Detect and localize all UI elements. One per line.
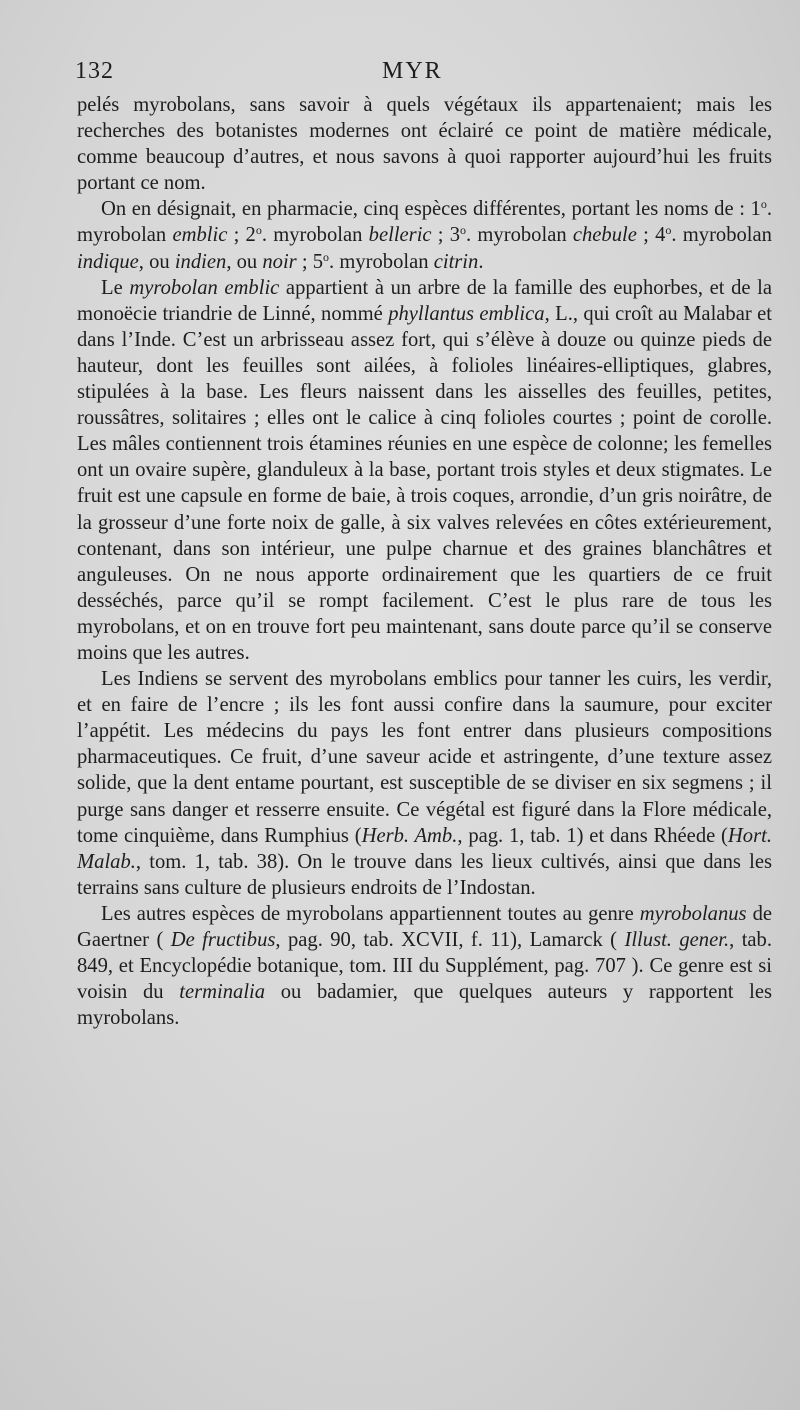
paragraph: On en désignait, en pharmacie, cinq espèces différentes, portant les noms de : 1$^o$. myrobolan emblic ; 2$^o$. myrobolan belleric ; 3$^o$. myrobolan chebule ; 4$^o$. myrobolan indique, ou indien, ou noir ; 5$^o$. myrobolan citrin. bbox=[77, 197, 772, 273]
running-title: MYR bbox=[382, 58, 443, 84]
body-text bbox=[77, 92, 772, 1031]
paragraph: Le myrobolan emblic appartient à un arbre de la famille des euphorbes, et de la monoëcie triandrie de Linné, nommé phyllantus emblica, L., qui croît au Malabar et dans l’Inde. C’est un arbrisseau assez fort, qui s’élève à douze ou quinze pieds de hauteur, dont les feuilles sont ailées, à folioles linéaires-elliptiques, glabres, stipulées à la base. Les fleurs naissent dans les aisselles des feuilles, petites, roussâtres, solitaires ; elles ont le calice à cinq folioles courtes ; point de corolle. Les mâles contiennent trois étamines réunies en une espèce de colonne; les femelles ont un ovaire supère, glanduleux à la base, portant trois styles et deux stigmates. Le fruit est une capsule en forme de baie, à trois coques, arrondie, d’un gris noirâtre, de la grosseur d’une forte noix de galle, à six valves relevées en côtes extérieurement, contenant, dans son intérieur, une pulpe charnue et des graines blanchâtres et anguleuses. On ne nous apporte ordinairement que les quartiers de ce fruit desséchés, parce qu’il se rompt facilement. C’est le plus rare de tous les myrobolans, et on en trouve fort peu maintenant, sans doute parce qu’il se conserve moins que les autres. bbox=[77, 276, 773, 664]
paragraph: Les Indiens se servent des myrobolans emblics pour tanner les cuirs, les verdir, et en faire de l’encre ; ils les font aussi confire dans la saumure, pour exciter l’appétit. Les médecins du pays les font entrer dans plusieurs compositions pharmaceutiques. Ce fruit, d’une saveur acide et astringente, d’une texture assez solide, que la dent entame pourtant, est susceptible de se diviser en six segmens ; il purge sans danger et resserre ensuite. Ce végétal est figuré dans la Flore médicale, tome cinquième, dans Rumphius (Herb. Amb., pag. 1, tab. 1) et dans Rhéede (Hort. Malab., tom. 1, tab. 38). On le trouve dans les lieux cultivés, ainsi que dans les terrains sans culture de plusieurs endroits de l’Indostan. bbox=[77, 668, 772, 899]
paragraph: pelés myrobolans, sans savoir à quels végétaux ils appartenaient; mais les recherches des botanistes modernes ont éclairé ce point de matière médicale, comme beaucoup d’autres, et nous savons à quoi rapporter aujourd’hui les fruits portant ce nom. bbox=[77, 94, 772, 195]
page-number: 132 bbox=[75, 58, 114, 84]
paragraph: Les autres espèces de myrobolans appartiennent toutes au genre myrobolanus de Gaertner ( De fructibus, pag. 90, tab. XCVII, f. 11), Lamarck ( Illust. gener., tab. 849, et Encyclopédie botanique, tom. III du Supplément, pag. 707 ). Ce genre est si voisin du terminalia ou badamier, que quelques auteurs y rapportent les myrobolans. bbox=[77, 902, 773, 1030]
running-head bbox=[77, 58, 772, 92]
